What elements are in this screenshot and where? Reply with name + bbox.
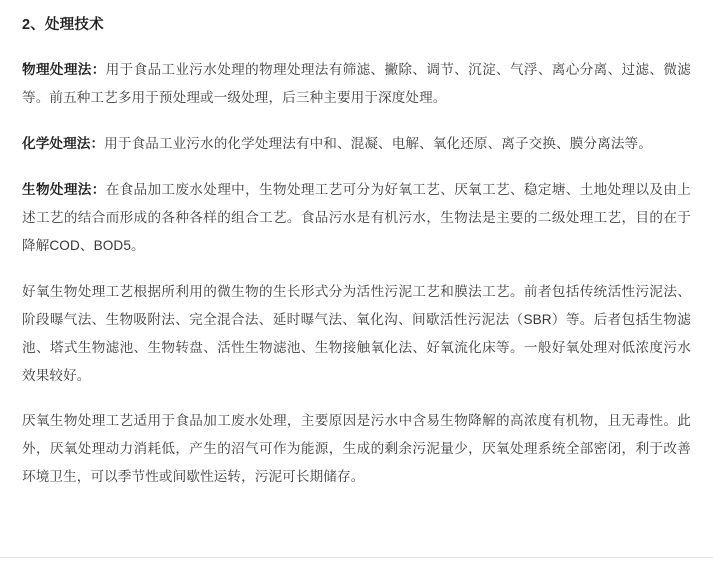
paragraph-biological-treatment [22, 176, 691, 260]
paragraph-body-physical: 用于食品工业污水处理的物理处理法有筛滤、撇除、调节、沉淀、气浮、离心分离、过滤、微滤等。前五种工艺多用于预处理或一级处理，后三种主要用于深度处理。 [22, 62, 691, 105]
paragraph-lead-physical: 物理处理法： [22, 62, 106, 77]
page-title: 2、处理技术 [22, 17, 104, 33]
page-divider [0, 557, 713, 558]
paragraph-body-chemical: 用于食品工业污水的化学处理法有中和、混凝、电解、氧化还原、离子交换、膜分离法等。 [104, 136, 652, 151]
paragraph-chemical-treatment [22, 130, 691, 158]
paragraph-lead-biological: 生物处理法： [22, 182, 106, 197]
paragraph-aerobic-process [22, 278, 691, 390]
paragraph-lead-chemical: 化学处理法： [22, 136, 105, 151]
paragraph-body-aerobic: 好氧生物处理工艺根据所利用的微生物的生长形式分为活性污泥工艺和膜法工艺。前者包括传统活性污泥法、阶段曝气法、生物吸附法、完全混合法、延时曝气法、氧化沟、间歇活性污泥法（SBR）等。后者包括生物滤池、塔式生物滤池、生物转盘、活性生物滤池、生物接触氧化法、好氧流化床等。一般好氧处理对低浓度污水效果较好。 [22, 284, 691, 383]
paragraph-body-biological: 在食品加工废水处理中，生物处理工艺可分为好氧工艺、厌氧工艺、稳定塘、土地处理以及由上述工艺的结合而形成的各种各样的组合工艺。食品污水是有机污水，生物法是主要的二级处理工艺，目的在于降解COD、BOD5。 [22, 182, 691, 253]
paragraph-body-anaerobic: 厌氧生物处理工艺适用于食品加工废水处理，主要原因是污水中含易生物降解的高浓度有机物，且无毒性。此外，厌氧处理动力消耗低，产生的沼气可作为能源，生成的剩余污泥量少，厌氧处理系统全部密闭，利于改善环境卫生，可以季节性或间歇性运转，污泥可长期储存。 [22, 413, 691, 484]
paragraph-physical-treatment [22, 56, 691, 112]
paragraph-anaerobic-process [22, 407, 691, 491]
